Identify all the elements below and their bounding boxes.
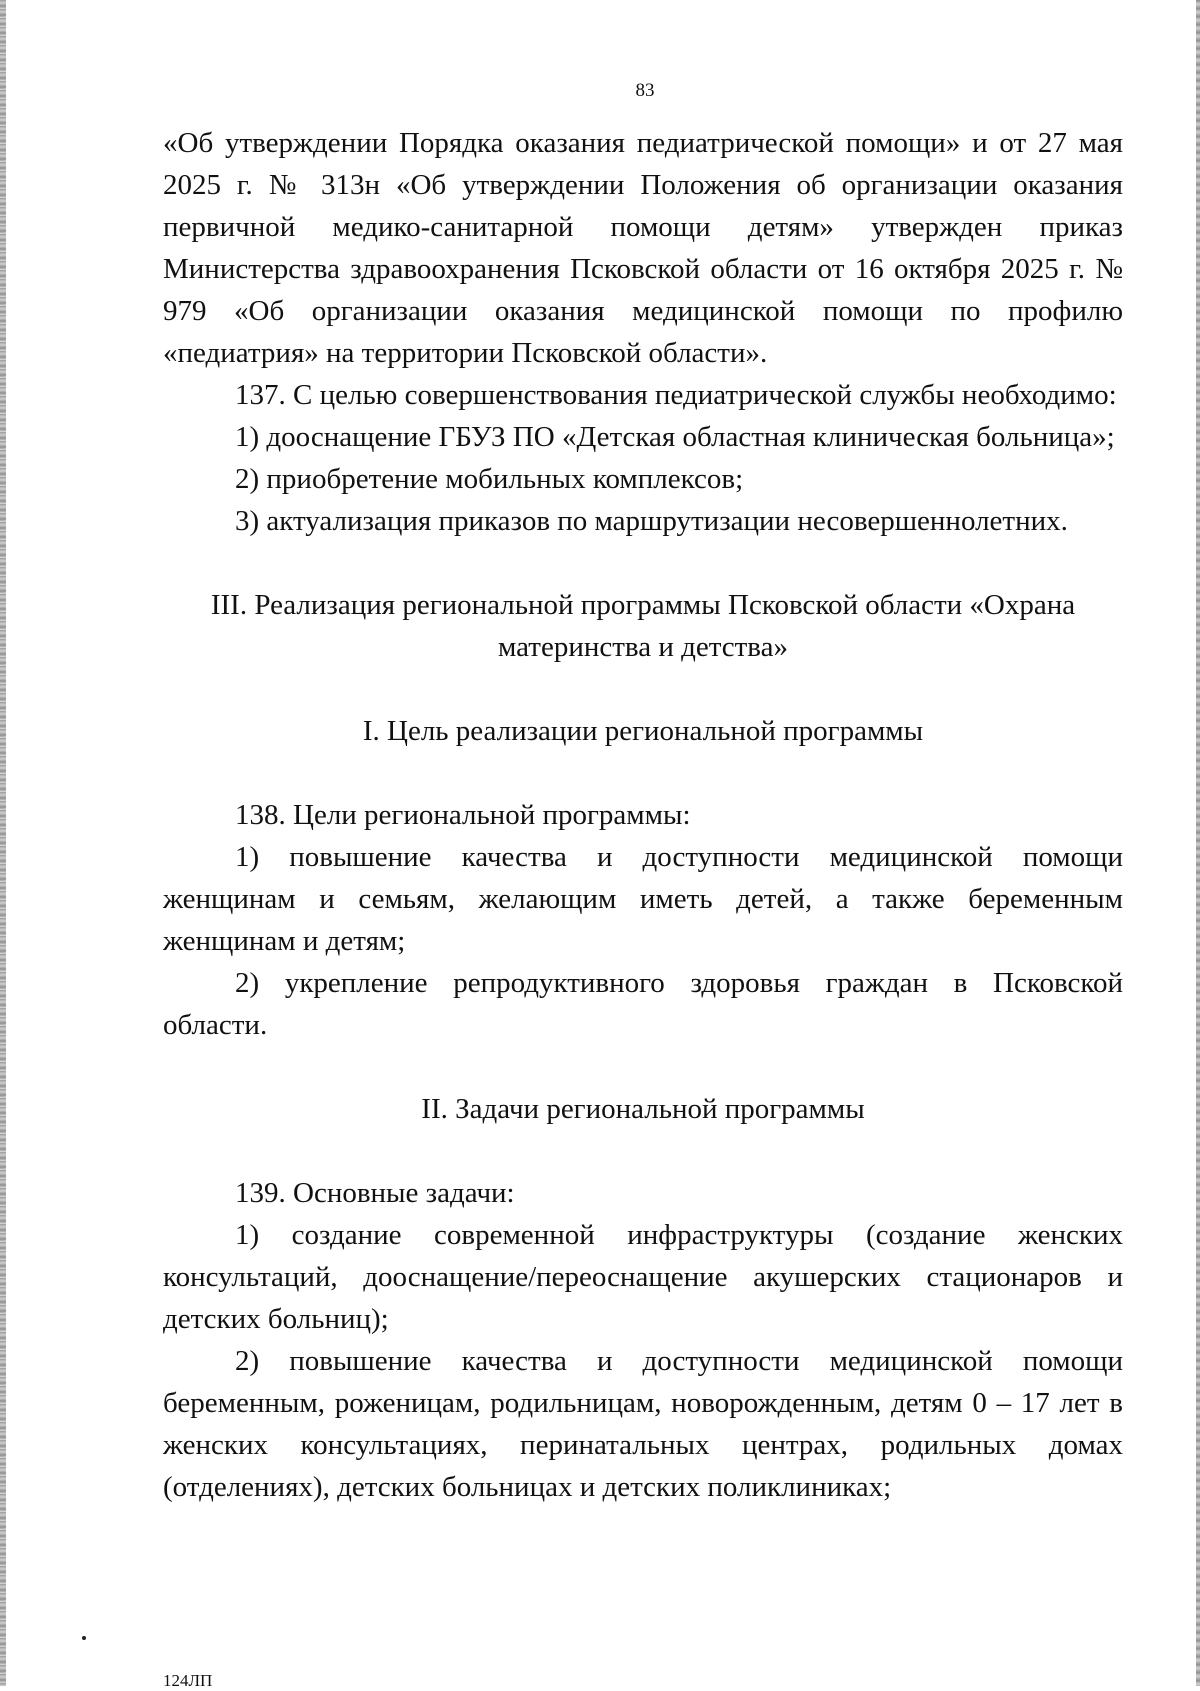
- list-item-138-1: 1) повышение качества и доступности медицинской помощи женщинам и семьям, желающим иметь детей, а также беременным женщинам и детям;: [163, 841, 1123, 957]
- list-item-137-2: 2) приобретение мобильных комплексов;: [235, 463, 744, 495]
- scan-left-edge: [0, 0, 6, 1686]
- paragraph-continuation: «Об утверждении Порядка оказания педиатрической помощи» и от 27 мая 2025 г. № 313н «Об утверждении Положения об организации оказания первичной медико-санитарной помощи детям» утвержден приказ Министерства здравоохранения Псковской области от 16 октября 2025 г. № 979 «Об организации оказания медицинской помощи по профилю «педиатрия» на территории Псковской области».: [163, 127, 1123, 369]
- subheading-tasks: II. Задачи региональной программы: [421, 1093, 865, 1125]
- list-item-137-1: 1) дооснащение ГБУЗ ПО «Детская областная клиническая больница»;: [235, 421, 1115, 453]
- page-number: 83: [635, 80, 655, 101]
- scan-right-edge: [1196, 0, 1200, 1686]
- footer-document-code: 124ЛП: [163, 1671, 213, 1690]
- paragraph-138: 138. Цели региональной программы:: [235, 799, 691, 831]
- document-body: [163, 122, 1123, 1508]
- list-item-139-1: 1) создание современной инфраструктуры (создание женских консультаций, дооснащение/переоснащение акушерских стационаров и детских больниц);: [163, 1219, 1123, 1335]
- list-item-139-2: 2) повышение качества и доступности медицинской помощи беременным, роженицам, родильницам, новорожденным, детям 0 – 17 лет в женских консультациях, перинатальных центрах, родильных домах (отделениях), детских больницах и детских поликлиниках;: [163, 1345, 1123, 1503]
- paragraph-137: 137. С целью совершенствования педиатрической службы необходимо:: [235, 379, 1117, 411]
- scan-speck: [82, 1636, 86, 1640]
- list-item-138-2: 2) укрепление репродуктивного здоровья граждан в Псковской области.: [163, 967, 1123, 1041]
- subheading-goal: I. Цель реализации региональной программы: [362, 715, 924, 747]
- list-item-137-3: 3) актуализация приказов по маршрутизации несовершеннолетних.: [235, 505, 1068, 537]
- paragraph-139: 139. Основные задачи:: [235, 1177, 515, 1209]
- section-heading: III. Реализация региональной программы Псковской области «Охрана материнства и детства»: [210, 589, 1076, 663]
